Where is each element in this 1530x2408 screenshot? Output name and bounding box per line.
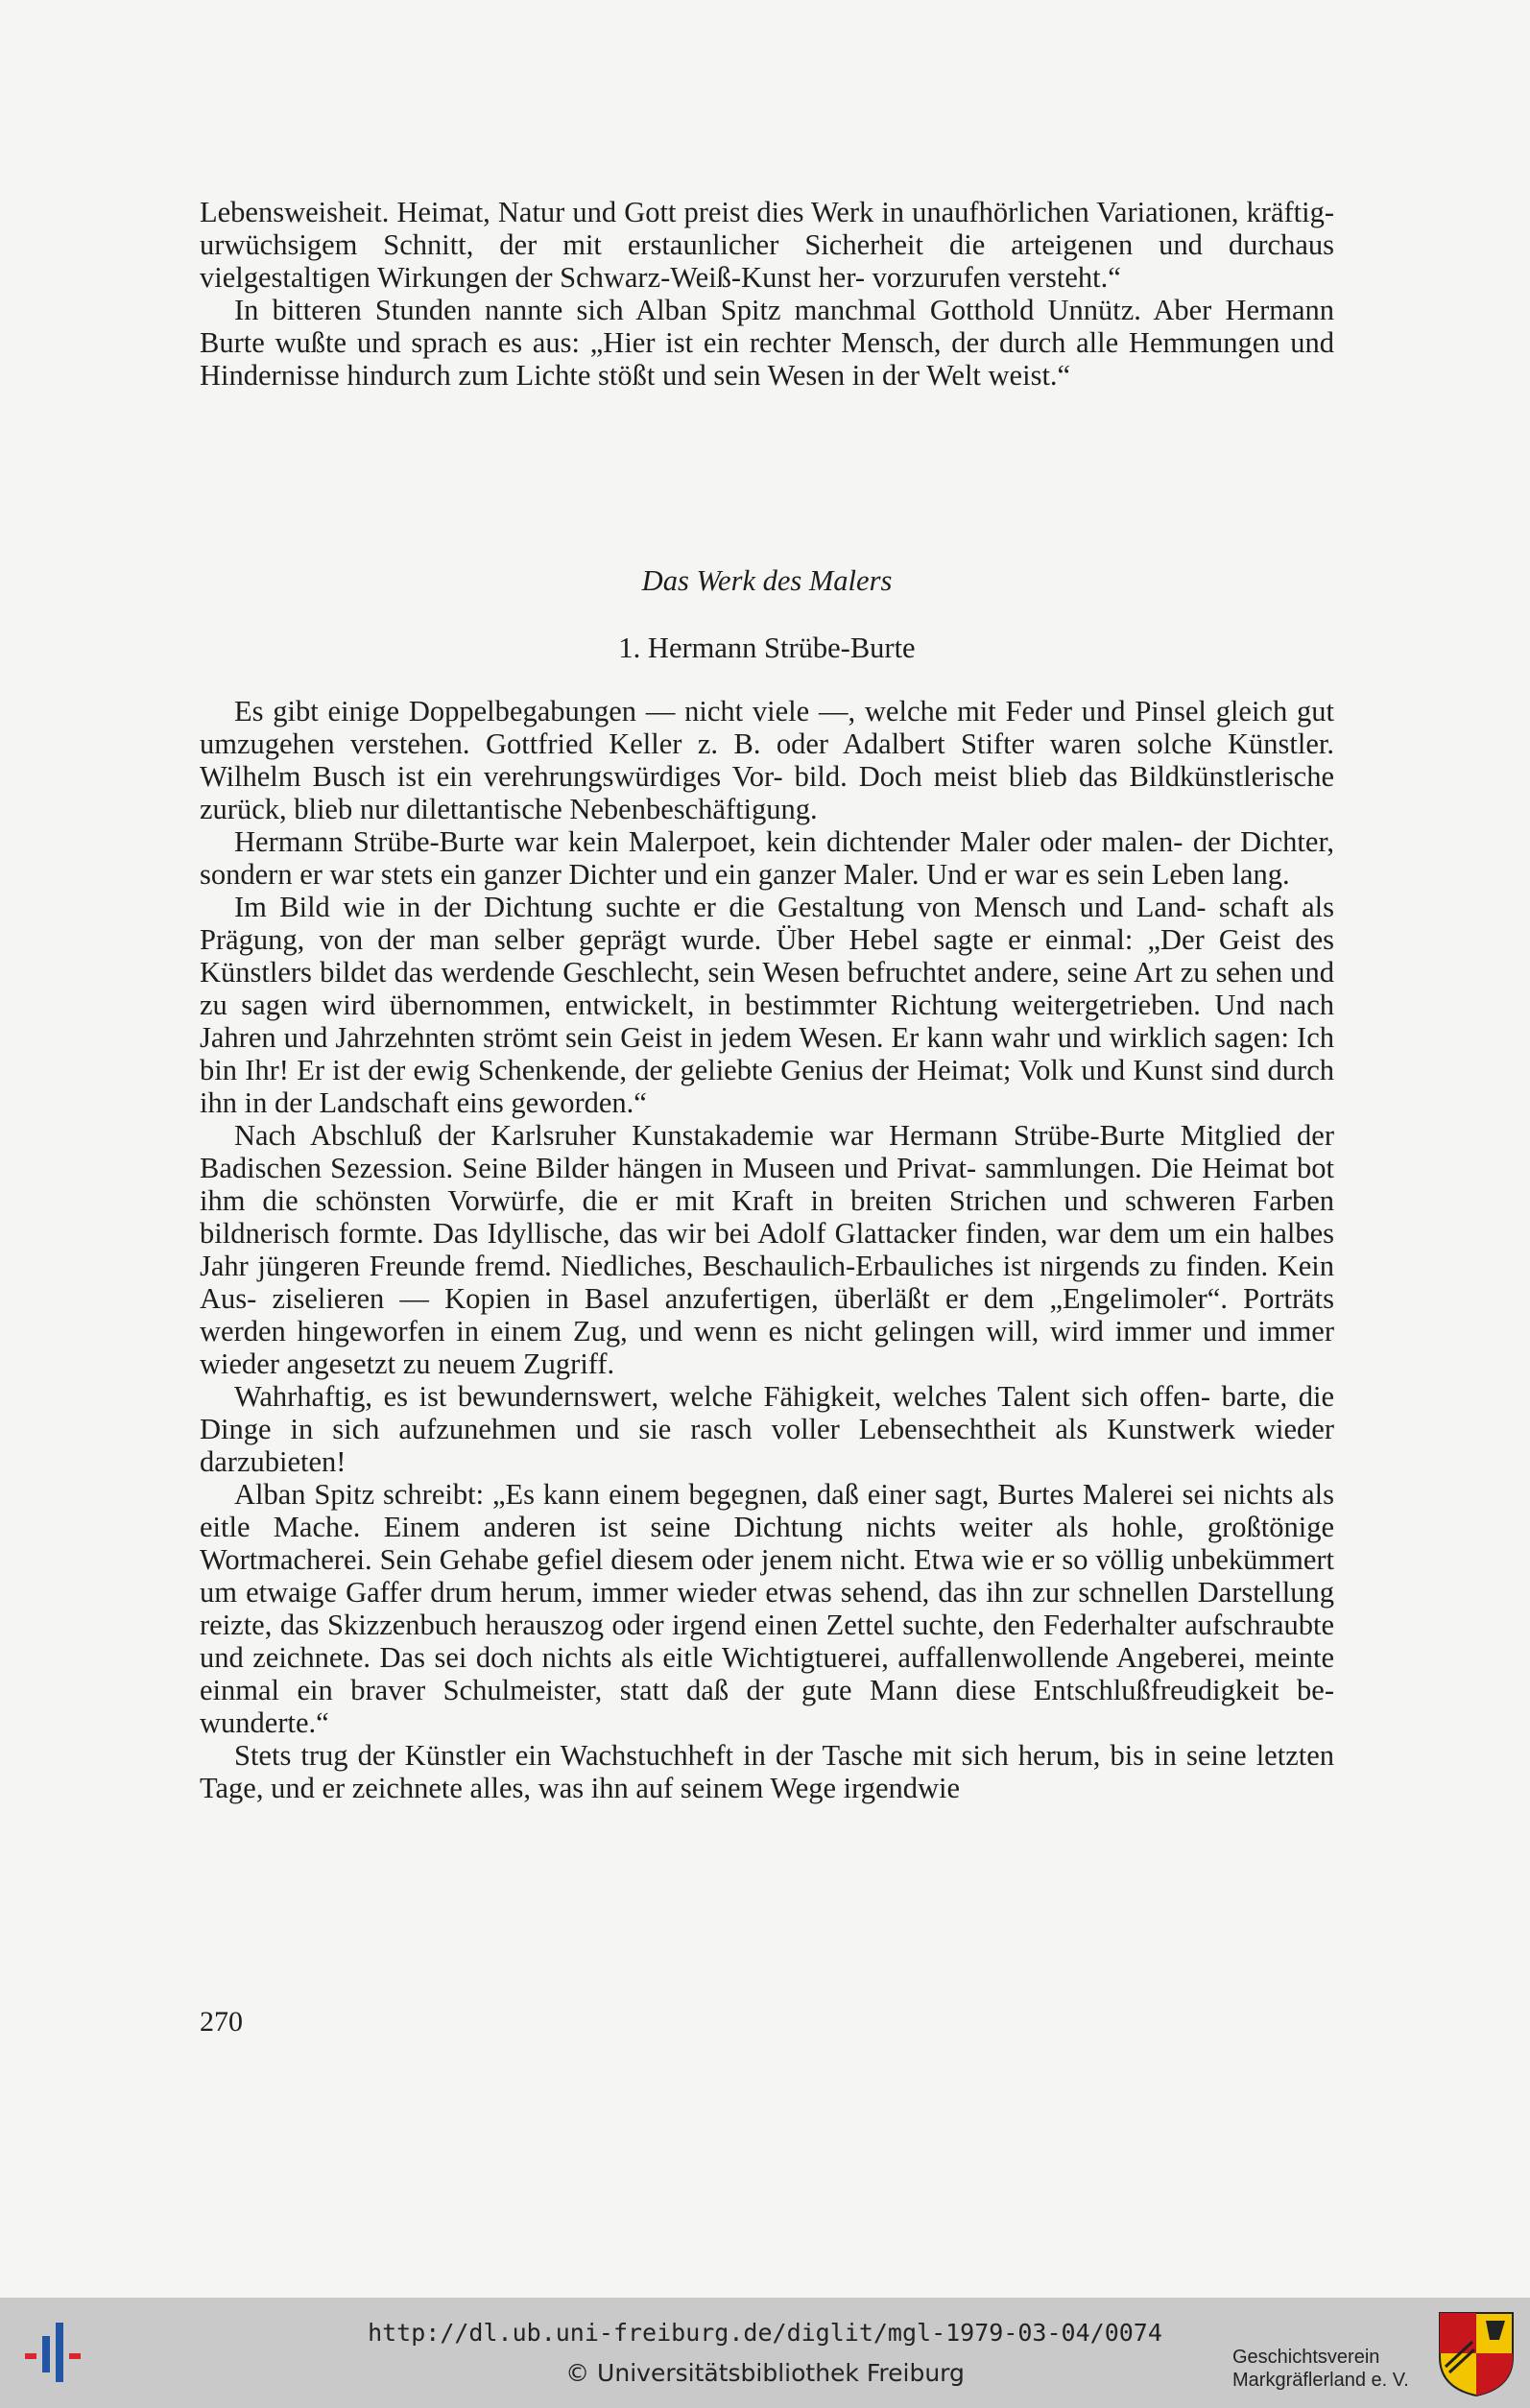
paragraph: Wahrhaftig, es ist bewundernswert, welche Fähigkeit, welches Talent sich offen- barte, die Dinge in sich aufzunehmen und sie rasch voller Lebensechtheit als Kunstwerk wieder darzubieten! bbox=[200, 1380, 1334, 1478]
paragraph: Lebensweisheit. Heimat, Natur und Gott preist dies Werk in unaufhörlichen Variationen, kräftig-urwüchsigem Schnitt, der mit erstaunlicher Sicherheit die arteigenen und durchaus vielgestaltigen Wirkungen der Schwarz-Weiß-Kunst her- vorzurufen versteht.“ bbox=[200, 196, 1334, 294]
footer-copyright: © Universitätsbibliothek Freiburg bbox=[565, 2359, 965, 2387]
paragraph: In bitteren Stunden nannte sich Alban Spitz manchmal Gotthold Unnütz. Aber Hermann Burte wußte und sprach es aus: „Hier ist ein rechter Mensch, der durch alle Hemmungen und Hindernisse hindurch zum Lichte stößt und sein Wesen in der Welt weist.“ bbox=[200, 294, 1334, 392]
subsection-title: 1. Hermann Strübe-Burte bbox=[618, 632, 916, 664]
footer-bar bbox=[0, 2298, 1530, 2408]
society-line-1: Geschichtsverein bbox=[1232, 2347, 1380, 2368]
society-line-2: Markgräflerland e. V. bbox=[1232, 2370, 1409, 2391]
paragraph: Es gibt einige Doppelbegabungen — nicht viele —, welche mit Feder und Pinsel gleich gut umzugehen verstehen. Gottfried Keller z. B. oder Adalbert Stifter waren solche Künstler. Wilhelm Busch ist ein verehrungswürdiges Vor- bild. Doch meist blieb das Bildkünstlerische zurück, blieb nur dilettantische Nebenbeschäftigung. bbox=[200, 695, 1334, 825]
paragraph: Hermann Strübe-Burte war kein Malerpoet, kein dichtender Maler oder malen- der Dichter, sondern er war stets ein ganzer Dichter und ein ganzer Maler. Und er war es sein Leben lang. bbox=[200, 825, 1334, 891]
society-name bbox=[1232, 2346, 1424, 2392]
section-title: Das Werk des Malers bbox=[641, 564, 893, 597]
paragraph: Alban Spitz schreibt: „Es kann einem begegnen, daß einer sagt, Burtes Malerei sei nichts als eitle Mache. Einem anderen ist seine Dichtung nichts weiter als hohle, großtönige Wortmacherei. Sein Gehabe gefiel diesem oder jenem nicht. Etwa wie er so völlig unbekümmert um etwaige Gaffer drum herum, immer wieder etwas sehend, das ihn zur schnellen Darstellung reizte, das Skizzenbuch herauszog oder irgend einen Zettel suchte, den Federhalter aufschraubte und zeichnete. Das sei doch nichts als eitle Wichtigtuerei, auffallenwollende Angeberei, meinte einmal ein braver Schulmeister, statt daß der gute Mann diese Entschlußfreudigkeit be- wunderte.“ bbox=[200, 1478, 1334, 1739]
text-block-top bbox=[200, 196, 1334, 392]
paragraph: Nach Abschluß der Karlsruher Kunstakademie war Hermann Strübe-Burte Mitglied der Badischen Sezession. Seine Bilder hängen in Museen und Privat- sammlungen. Die Heimat bot ihm die schönsten Vorwürfe, die er mit Kraft in breiten Strichen und schweren Farben bildnerisch formte. Das Idyllische, das wir bei Adolf Glattacker finden, war dem um ein halbes Jahr jüngeren Freunde fremd. Niedliches, Beschaulich-Erbauliches ist nirgends zu finden. Kein Aus- ziselieren — Kopien in Basel anzufertigen, überläßt er dem „Engelimoler“. Porträts werden hingeworfen in einem Zug, und wenn es nicht gelingen will, wird immer und immer wieder angesetzt zu neuem Zugriff. bbox=[200, 1119, 1334, 1380]
footer-url-link[interactable]: http://dl.ub.uni-freiburg.de/diglit/mgl-1979-03-04/0074 bbox=[368, 2319, 1162, 2347]
society-crest-icon bbox=[1436, 2309, 1517, 2397]
page-number: 270 bbox=[200, 2006, 243, 2038]
paragraph: Stets trug der Künstler ein Wachstuchheft in der Tasche mit sich herum, bis in seine letzten Tage, und er zeichnete alles, was ihn auf seinem Wege irgendwie bbox=[200, 1739, 1334, 1804]
paragraph: Im Bild wie in der Dichtung suchte er die Gestaltung von Mensch und Land- schaft als Prägung, von der man selber geprägt wurde. Über Hebel sagte er einmal: „Der Geist des Künstlers bildet das werdende Geschlecht, sein Wesen befruchtet andere, seine Art zu sehen und zu sagen wird übernommen, entwickelt, in bestimmter Richtung weitergetrieben. Und nach Jahren und Jahrzehnten strömt sein Geist in jedem Wesen. Er kann wahr und wirklich sagen: Ich bin Ihr! Er ist der ewig Schenkende, der geliebte Genius der Heimat; Volk und Kunst sind durch ihn in der Landschaft eins geworden.“ bbox=[200, 891, 1334, 1119]
text-block-main bbox=[200, 695, 1334, 1804]
